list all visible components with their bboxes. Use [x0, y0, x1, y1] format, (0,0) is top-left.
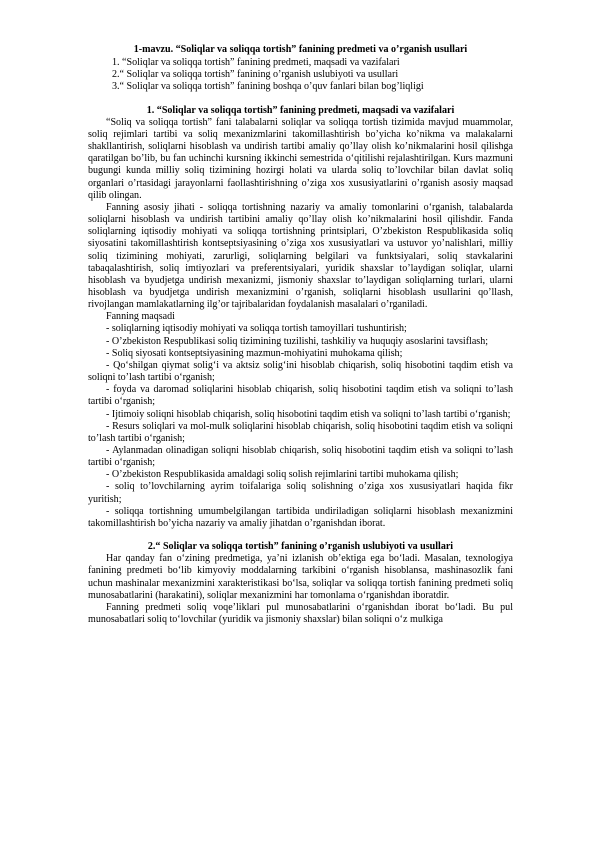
goal-item: - soliqlarning iqtisodiy mohiyati va soliqqa tortish tamoyillari tushuntirish;	[106, 323, 407, 335]
goal-item: - Soliq siyosati kontseptsiyasining mazmun-mohiyatini muhokama qilish;	[106, 347, 403, 359]
section-2-paragraph: Fanning predmeti soliq voqe’liklari pul munosabatlarini o‘rganishdan iborat bo‘ladi. Bu pul munosabatlari soliq to‘lovchilar (yuridik va jismoniy shaxslar) bilan soliqni o‘z mulkiga	[88, 601, 513, 626]
contents-item: 1. “Soliqlar va soliqqa tortish” fanining predmeti, maqsadi va vazifalari	[112, 57, 400, 69]
goal-item: - O’zbekiston Respublikasi soliq tizimining tuzilishi, tashkiliy va huquqiy asoslarini tavsiflash;	[106, 335, 489, 347]
goal-item: - soliqqa tortishning umumbelgilangan tartibida undiriladigan soliqlarni hisoblash mexanizmini takomillashtirish bo’yicha nazariy va amaliy jihatdan o’rganishdan iborat.	[88, 505, 513, 529]
contents-list	[88, 57, 513, 93]
goal-item: - O’zbekiston Respublikasida amaldagi soliq solish rejimlarini tartibi muhokama qilish;	[106, 469, 459, 481]
goals-label: Fanning maqsadi	[106, 311, 175, 323]
goal-item: - Resurs soliqlari va mol-mulk soliqlarini hisoblab chiqarish, soliq hisobotini taqdim etish va soliqni to’lash tartibi o‘rganish;	[88, 420, 513, 444]
section-1-paragraph: Fanning asosiy jihati - soliqqa tortishning nazariy va amaliy tomonlarini o‘rganish, talabalarda soliqlarni hisoblash va undirish tartibini amaliy qo’llay olish ko’nikmalarini hosil qilishdir. Fanda soliqlarning iqtisodiy mohiyati va soliqqa tortishning printsiplari, O’zbekiston Respublikasida soliq siyosatini takomillashtirish kontseptsiyasining o’ziga xos xususiyatlari va ustuvor yo’nalishlari, milliy soliq tizimining mohiyati, zarurligi, soliqlarning belgilari va funktsiyalari, soliq stavkalarini tabaqalashtirish, soliq imtiyozlari va preferentsiyalari, yuridik shaxslar to’laydigan soliqlar, ularni hisoblash va byudjetga undirish mexanizmi, jismoniy shaxslar to’laydigan soliqlarning turlari, ularni hisoblash va byudjetga undirish mexanizmini o’rganish, soliqlarni hisoblash usullarini qo’llash, rivojlangan mamlakatlarning ilg’or tajribalaridan foydalanish masalalari o’rganiladi.	[88, 201, 513, 311]
goal-item: - Aylanmadan olinadigan soliqni hisoblab chiqarish, soliq hisobotini taqdim etish va soliqni to’lash tartibi o‘rganish;	[88, 445, 513, 469]
document-title: 1-mavzu. “Soliqlar va soliqqa tortish” fanining predmeti va o’rganish usullari	[133, 44, 468, 55]
goal-item: - Ijtimoiy soliqni hisoblab chiqarish, soliq hisobotini taqdim etish va soliqni to’lash tartibi o‘rganish;	[106, 408, 511, 420]
contents-item: 2.“ Soliqlar va soliqqa tortish” fanining o’rganish uslubiyoti va usullari	[112, 69, 399, 81]
contents-item: 3.“ Soliqlar va soliqqa tortish” fanining boshqa o’quv fanlari bilan bog’liqligi	[112, 81, 424, 93]
section-1-paragraph: “Soliq va soliqqa tortish” fani talabalarni soliqlar va soliqqa tortish tizimida mavjud muammolar, soliq rejimlari tartibi va soliq mexanizmlarini takomillashtirish bo’yicha ko’nikma va malakalarni shakllantirish, soliqlarni hisoblash va undirish tartibi amaliy qo’llay olish ko’nikmalarini hosil qilishga qaratilgan bo’lib, bu fan uchinchi kursning ikkinchi semestrida o‘qitilishi rejalashtirilgan. Kurs mazmuni bugungi kunda milliy soliq tizimining hozirgi holati va ularda soliq to’lovchilar bilan davlat soliq organlari o’rtasidagi jarayonlarni faollashtirishning o’ziga xos xususiyatlarini o’rganish asosiy maqsad qilib olingan.	[88, 116, 513, 201]
goal-item: - foyda va daromad soliqlarini hisoblab chiqarish, soliq hisobotini taqdim etish va soliqni to’lash tartibi o‘rganish;	[88, 384, 513, 408]
section-1-heading: 1. “Soliqlar va soliqqa tortish” fanining predmeti, maqsadi va vazifalari	[146, 104, 455, 116]
section-2-paragraph: Har qanday fan o‘zining predmetiga, ya’ni izlanish ob’ektiga ega bo‘ladi. Masalan, texnologiya fanining predmeti bo‘lib kimyoviy moddalarning tarkibini o‘rganish hisoblansa, mashinasozlik fani uchun mashinalar mexanizmini xarakteristikasi bo‘lsa, soliqlar va soliqqa tortish fanining predmeti soliq munosabatlarini (harakatini), soliqlar mexanizmini har tomonlama o‘rganishdan iboratdir.	[88, 553, 513, 601]
goal-item: - Qo‘shilgan qiymat solig‘i va aktsiz solig‘ini hisoblab chiqarish, soliq hisobotini taqdim etish va soliqni to’lash tartibi o‘rganish;	[88, 359, 513, 384]
goal-item: - soliq to’lovchilarning ayrim toifalariga soliq solishning o’ziga xos xususiyatlari haqida fikr yuritish;	[88, 481, 513, 505]
section-2-heading: 2.“ Soliqlar va soliqqa tortish” fanining o’rganish uslubiyoti va usullari	[147, 541, 454, 553]
